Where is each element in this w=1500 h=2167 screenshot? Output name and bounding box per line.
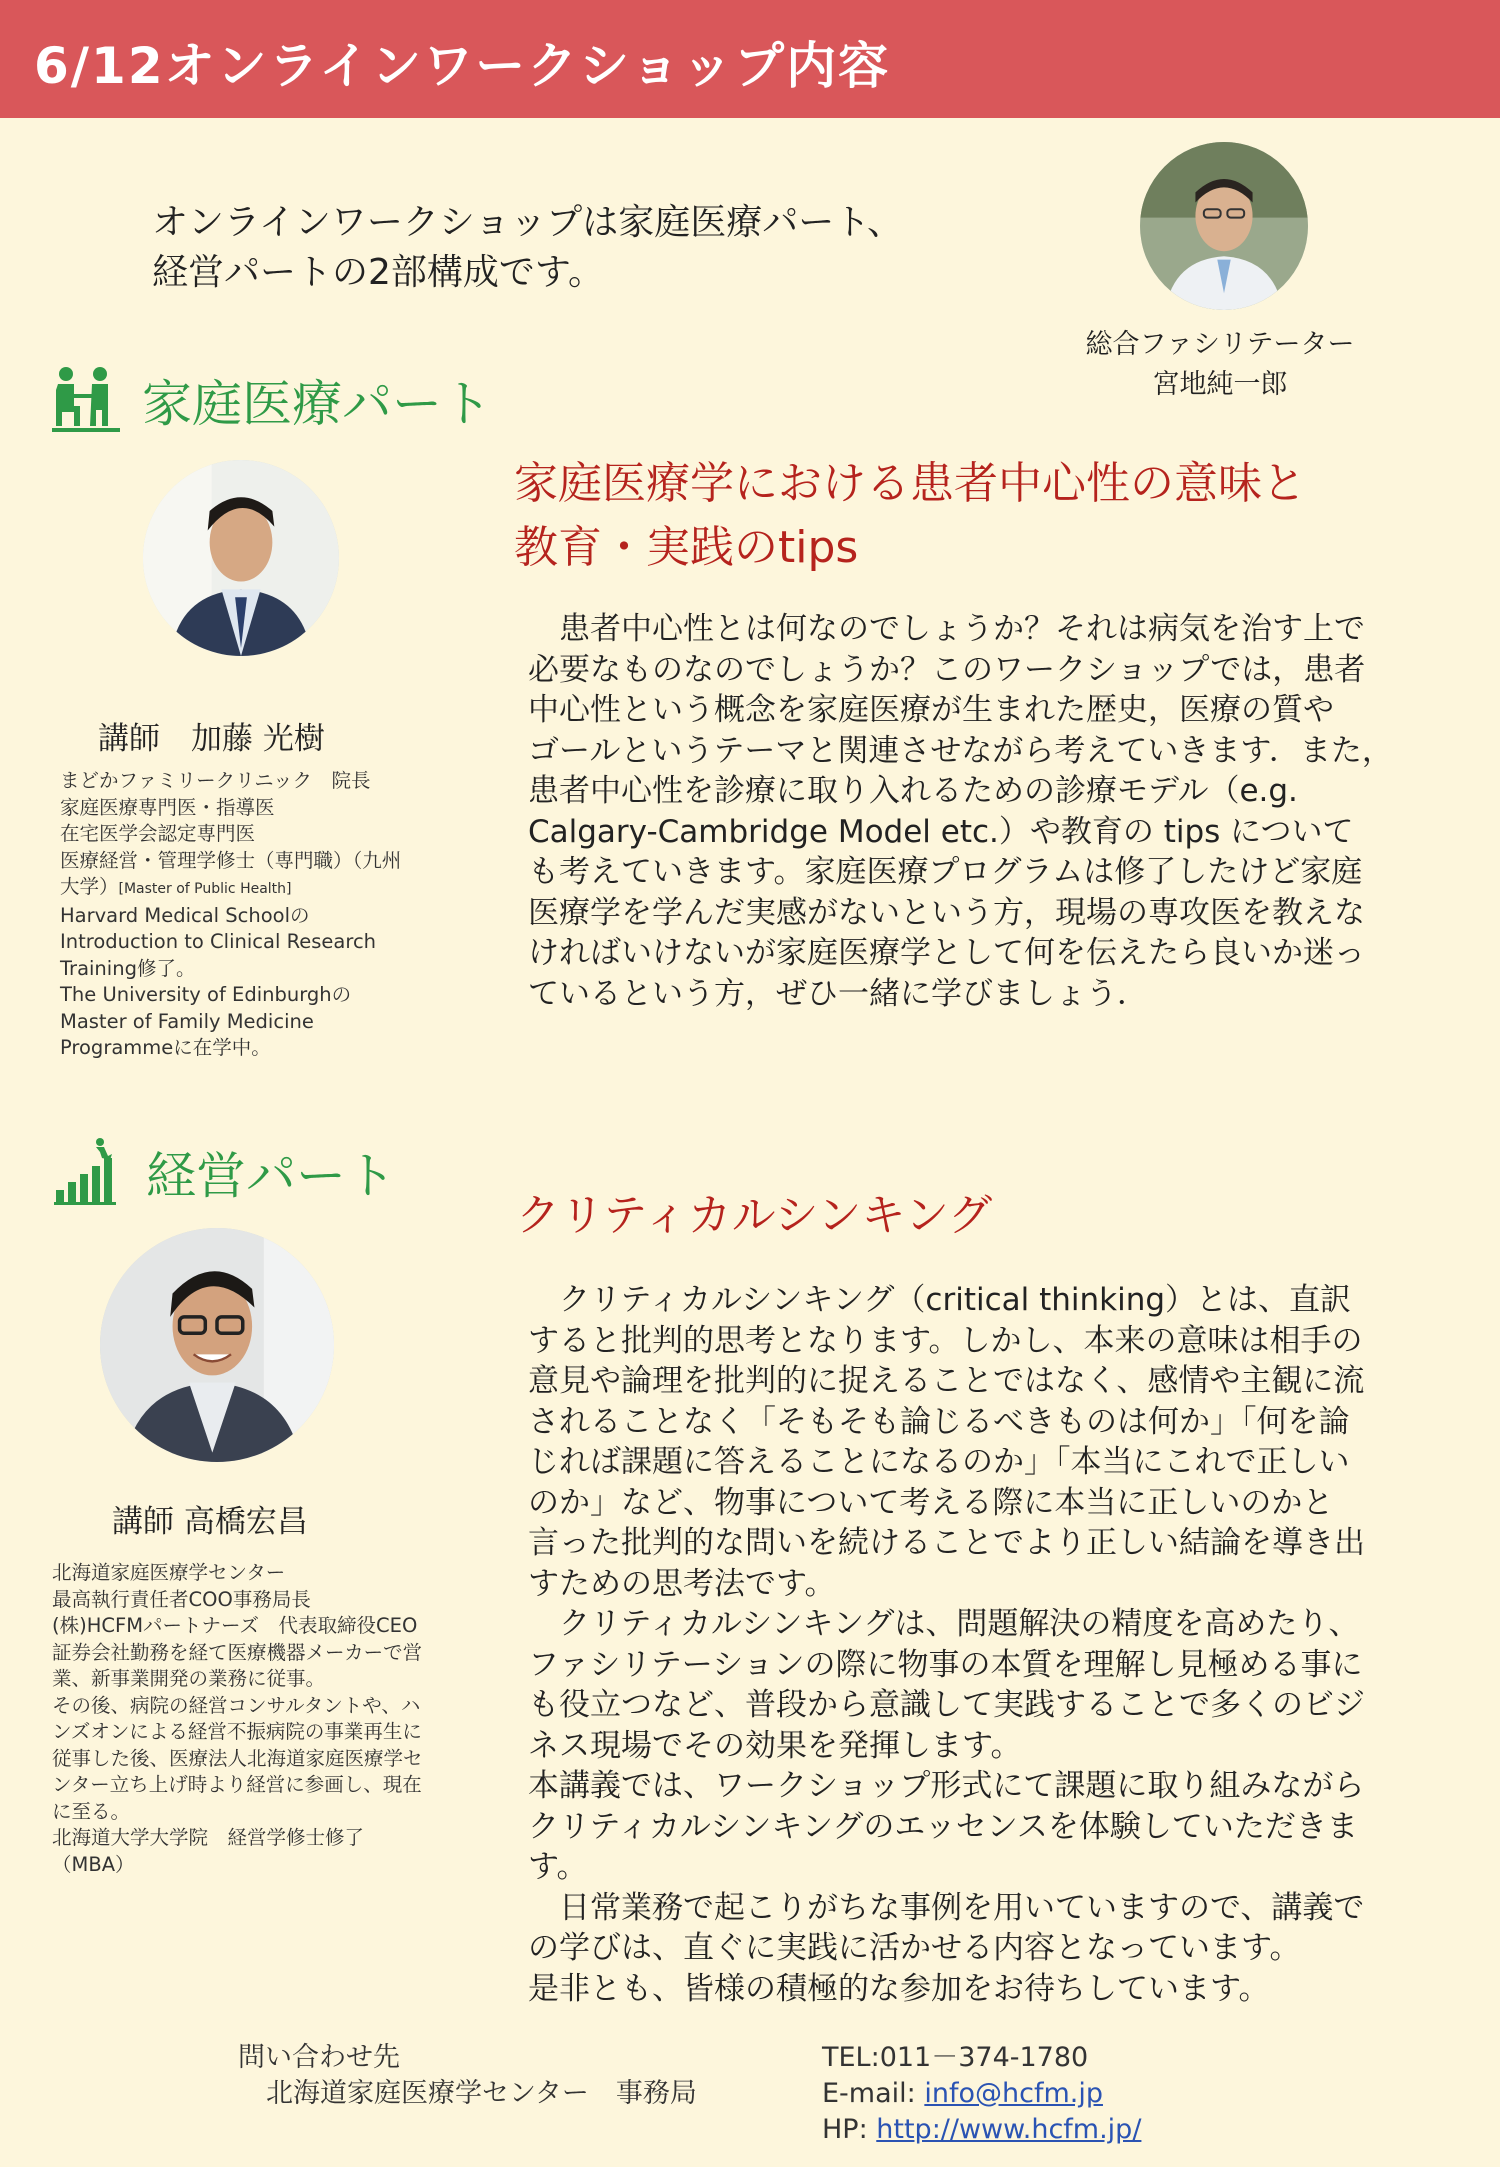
bio-line: Master of Family Medicine bbox=[60, 1009, 314, 1033]
bio-line: 最高執行責任者COO事務局長 bbox=[52, 1587, 311, 1611]
body-line: 意見や論理を批判的に捉えることではなく、感情や主観に流 bbox=[528, 1363, 1365, 1399]
body-line: 必要なものなのでしょうか？このワークショップでは，患者 bbox=[528, 651, 1366, 688]
body-line: ければいけないが家庭医療学として何を伝えたら良いか迷っ bbox=[528, 935, 1365, 971]
body-line: も役立つなど、普段から意識して実践することで多くのビジ bbox=[528, 1687, 1365, 1723]
instructor-kato-bio bbox=[60, 768, 401, 1062]
contact-tel: TEL:011－374-1780 bbox=[822, 2042, 1089, 2073]
contact-right bbox=[822, 2040, 1141, 2148]
bio-line: The University of Edinburghの bbox=[60, 983, 352, 1006]
bio-line: その後、病院の経営コンサルタントや、ハ bbox=[52, 1693, 421, 1717]
bio-line: まどかファミリークリニック 院長 bbox=[60, 769, 371, 792]
contact-left bbox=[238, 2040, 697, 2112]
body-line: 中心性という概念を家庭医療が生まれた歴史，医療の質や bbox=[528, 692, 1334, 728]
body-line: されることなく「そもそも論じるべきものは何か」「何を論 bbox=[528, 1403, 1350, 1440]
body-line: ゴールというテーマと関連させながら考えていきます．また， bbox=[528, 732, 1393, 769]
contact-hp-link[interactable]: http://www.hcfm.jp/ bbox=[876, 2114, 1142, 2145]
family-medicine-session-title bbox=[514, 452, 1306, 580]
contact-email-label: E-mail: bbox=[822, 2078, 925, 2109]
facilitator-role: 総合ファシリテーター bbox=[1085, 329, 1355, 360]
body-line: 患者中心性を診療に取り入れるための診療モデル（e.g. bbox=[528, 773, 1298, 809]
growth-chart-icon bbox=[54, 1136, 126, 1208]
contact-hp-row bbox=[822, 2112, 1141, 2148]
management-heading bbox=[54, 1136, 396, 1208]
body-line: 日常業務で起こりがちな事例を用いていますので、講義で bbox=[528, 1889, 1365, 1926]
bio-line: Programmeに在学中。 bbox=[60, 1036, 271, 1059]
bio-line: 証券会社勤務を経て医療機器メーカーで営 bbox=[52, 1640, 423, 1664]
instructor-kato-name: 講師 加藤 光樹 bbox=[98, 721, 325, 757]
bio-line: （MBA） bbox=[52, 1852, 135, 1876]
instructor-kato-photo bbox=[143, 460, 339, 656]
bio-line-part: 大学） bbox=[60, 875, 119, 898]
session-title-line: 家庭医療学における患者中心性の意味と bbox=[514, 458, 1306, 509]
body-line: 言った批判的な問いを続けることでより正しい結論を導き出 bbox=[528, 1525, 1365, 1561]
bio-line-part: [Master of Public Health] bbox=[118, 881, 292, 897]
body-line: すると批判的思考となります。しかし、本来の意味は相手の bbox=[528, 1322, 1363, 1359]
instructor-takahashi-bio bbox=[52, 1560, 423, 1878]
body-line: 是非とも、皆様の積極的な参加をお待ちしています。 bbox=[528, 1970, 1270, 2007]
contact-hp-label: HP: bbox=[822, 2114, 877, 2145]
body-line: 本講義では、ワークショップ形式にて課題に取り組みながら bbox=[528, 1768, 1365, 1804]
management-session-title bbox=[516, 1184, 992, 1248]
bio-line: 従事した後、医療法人北海道家庭医療学セ bbox=[52, 1746, 423, 1770]
instructor-takahashi-name: 講師 高橋宏昌 bbox=[112, 1504, 308, 1540]
family-medicine-heading-text: 家庭医療パート bbox=[142, 375, 492, 433]
body-line: 医療学を学んだ実感がないという方，現場の専攻医を教えな bbox=[528, 894, 1365, 931]
body-line: ファシリテーションの際に物事の本質を理解し見極める事に bbox=[528, 1646, 1363, 1683]
management-description bbox=[528, 1280, 1365, 2009]
facilitator-name: 宮地純一郎 bbox=[1152, 369, 1288, 400]
body-line: じれば課題に答えることになるのか」「本当にこれで正しい bbox=[528, 1444, 1350, 1480]
bio-line: 北海道大学大学院 経営学修士修了 bbox=[52, 1826, 365, 1849]
intro-line: オンラインワークショップは家庭医療パート、 bbox=[152, 202, 903, 243]
bio-line: 在宅医学会認定専門医 bbox=[60, 822, 256, 845]
body-line: クリティカルシンキング（critical thinking）とは、直訳 bbox=[528, 1282, 1352, 1318]
bio-line: (株)HCFMパートナーズ 代表取締役CEO bbox=[52, 1614, 418, 1637]
body-line: Calgary-Cambridge Model etc.）や教育の tips について bbox=[528, 813, 1354, 850]
contact-email-row bbox=[822, 2076, 1141, 2112]
instructor-takahashi-photo bbox=[100, 1228, 334, 1462]
bio-line: Harvard Medical Schoolの bbox=[60, 903, 310, 927]
bio-line bbox=[60, 874, 401, 903]
bio-line: 医療経営・管理学修士（専門職）（九州 bbox=[60, 848, 402, 872]
body-line: のか」など、物事について考える際に本当に正しいのかと bbox=[528, 1484, 1334, 1521]
session-title-line: クリティカルシンキング bbox=[516, 1190, 993, 1241]
body-line: の学びは、直ぐに実践に活かせる内容となっています。 bbox=[528, 1930, 1301, 1966]
body-line: すための思考法です。 bbox=[528, 1565, 836, 1602]
contact-label: 問い合わせ先 bbox=[238, 2042, 400, 2073]
management-heading-text: 経営パート bbox=[146, 1147, 396, 1205]
intro-text bbox=[152, 198, 1052, 298]
facilitator-photo bbox=[1140, 142, 1308, 310]
intro-line: 経営パートの2部構成です。 bbox=[152, 252, 605, 293]
bio-line: Training修了。 bbox=[60, 956, 196, 980]
body-line: ネス現場でその効果を発揮します。 bbox=[528, 1727, 1022, 1764]
page-title: 6/12オンラインワークショップ内容 bbox=[34, 37, 891, 95]
consultation-icon bbox=[50, 364, 122, 436]
bio-line: ンズオンによる経営不振病院の事業再生に bbox=[52, 1720, 422, 1743]
bio-line: ンター立ち上げ時より経営に参画し、現在 bbox=[52, 1773, 422, 1796]
bio-line: 北海道家庭医療学センター bbox=[52, 1561, 286, 1584]
session-title-line: 教育・実践のtips bbox=[514, 522, 859, 573]
bio-line: に至る。 bbox=[52, 1799, 131, 1823]
page-header bbox=[0, 0, 1500, 118]
body-line: す。 bbox=[528, 1849, 588, 1885]
family-medicine-description bbox=[528, 609, 1393, 1014]
family-medicine-heading bbox=[50, 364, 492, 436]
body-line: ているという方，ぜひ一緒に学びましょう． bbox=[528, 975, 1148, 1012]
bio-line: Introduction to Clinical Research bbox=[60, 930, 377, 953]
contact-email-link[interactable]: info@hcfm.jp bbox=[924, 2078, 1103, 2109]
bio-line: 家庭医療専門医・指導医 bbox=[60, 795, 275, 819]
body-line: クリティカルシンキングのエッセンスを体験していただきま bbox=[528, 1808, 1358, 1845]
body-line: 患者中心性とは何なのでしょうか？それは病気を治す上で bbox=[528, 611, 1365, 647]
facilitator-caption bbox=[1060, 325, 1380, 405]
body-line: クリティカルシンキングは、問題解決の精度を高めたり、 bbox=[528, 1606, 1360, 1642]
body-line: も考えていきます。家庭医療プログラムは修了したけど家庭 bbox=[528, 854, 1363, 890]
bio-line: 業、新事業開発の業務に従事。 bbox=[52, 1667, 326, 1690]
contact-org: 北海道家庭医療学センター 事務局 bbox=[266, 2078, 697, 2109]
